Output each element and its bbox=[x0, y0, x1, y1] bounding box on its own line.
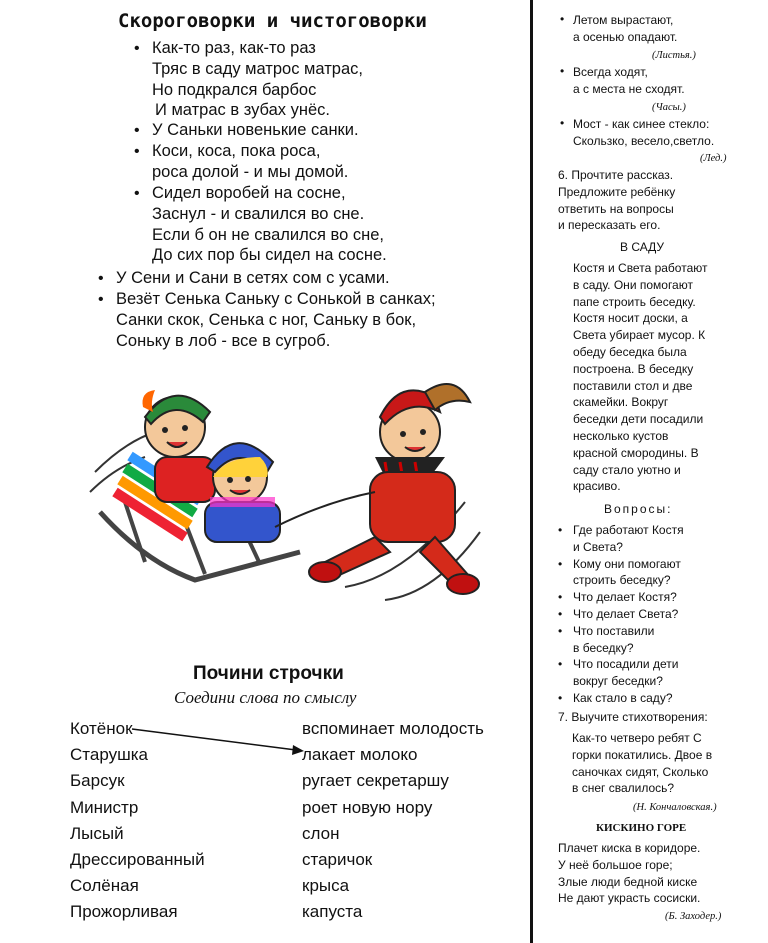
poem-5 bbox=[116, 268, 390, 289]
riddle-2 bbox=[573, 64, 685, 98]
poem-line: У неё большое горе; bbox=[558, 857, 673, 872]
story-line: построена. В беседку bbox=[573, 361, 694, 376]
question-line: и Света? bbox=[573, 539, 623, 554]
right-word[interactable]: старичок bbox=[302, 850, 373, 870]
bullet-icon: • bbox=[558, 623, 563, 638]
poem-line: Но подкрался барбос bbox=[152, 80, 317, 99]
kids-sledding-illustration bbox=[85, 362, 505, 612]
poem-line: Сидел воробей на сосне, bbox=[152, 184, 346, 202]
bullet-icon: • bbox=[560, 64, 565, 78]
right-word[interactable]: лакает молоко bbox=[302, 745, 418, 765]
bullet-icon: • bbox=[134, 122, 140, 139]
bullet-icon: • bbox=[558, 690, 563, 705]
questions-list bbox=[558, 522, 684, 707]
riddle-answer: (Лед.) bbox=[700, 153, 727, 164]
poem-line: У Сени и Сани в сетях сом с усами. bbox=[116, 269, 390, 287]
riddle-line: а осенью опадают. bbox=[573, 29, 678, 44]
story-line: красной смородины. В bbox=[573, 445, 699, 460]
poem-line: саночках сидят, Сколько bbox=[572, 764, 709, 779]
story-line: поставили стол и две bbox=[573, 378, 693, 393]
bullet-icon: • bbox=[560, 12, 565, 26]
question-line: строить беседку? bbox=[573, 573, 671, 588]
game-title: Почини строчки bbox=[193, 663, 344, 684]
poem-author: (Б. Заходер.) bbox=[665, 911, 722, 922]
bullet-icon: • bbox=[134, 143, 140, 160]
left-word[interactable]: Лысый bbox=[70, 823, 124, 843]
task-line: ответить на вопросы bbox=[558, 201, 674, 216]
poem-line: горки покатились. Двое в bbox=[572, 747, 713, 762]
riddle-line: Мост - как синее стекло: bbox=[573, 117, 710, 131]
questions-title: Вопросы: bbox=[604, 502, 673, 516]
riddle-line: Летом вырастают, bbox=[573, 13, 674, 27]
poem-3 bbox=[152, 141, 348, 183]
left-word[interactable]: Солёная bbox=[70, 876, 139, 896]
riddle-answer: (Листья.) bbox=[652, 50, 696, 61]
story-line: несколько кустов bbox=[573, 428, 669, 443]
question-line: Где работают Костя bbox=[573, 523, 684, 537]
question-line: Как стало в саду? bbox=[573, 690, 673, 705]
task-6 bbox=[558, 167, 675, 234]
question-line: Что поставили bbox=[573, 623, 655, 638]
poem-2 bbox=[152, 120, 359, 141]
question-item bbox=[558, 656, 684, 690]
bullet-icon: • bbox=[558, 556, 563, 571]
column-divider bbox=[530, 0, 533, 943]
poem-line: До сих пор бы сидел на сосне. bbox=[152, 246, 387, 265]
poem-line: Заснул - и свалился во сне. bbox=[152, 204, 365, 223]
story-line: обеду беседка была bbox=[573, 344, 687, 359]
poem-line: Как-то четверо ребят С bbox=[572, 731, 702, 745]
poem-chetvero bbox=[572, 730, 712, 797]
task-line: и пересказать его. bbox=[558, 218, 661, 233]
story-line: в саду. Они помогают bbox=[573, 277, 693, 292]
poem-line: роса долой - и мы домой. bbox=[152, 162, 349, 181]
task-7: 7. Выучите стихотворения: bbox=[558, 710, 708, 724]
riddle-1 bbox=[573, 12, 677, 46]
bullet-icon: • bbox=[98, 270, 104, 287]
poem-author: (Н. Кончаловская.) bbox=[633, 802, 717, 813]
left-word[interactable]: Министр bbox=[70, 797, 139, 817]
riddle-answer: (Часы.) bbox=[652, 102, 686, 113]
right-word[interactable]: крыса bbox=[302, 876, 350, 896]
bullet-icon: • bbox=[98, 291, 104, 308]
tongue-twisters-title: Скороговорки и чистоговорки bbox=[118, 10, 427, 32]
poem-line: Злые люди бедной киске bbox=[558, 874, 698, 889]
story-line: Костя и Света работают bbox=[573, 261, 708, 275]
poem-line: Санки скок, Сенька с ног, Саньку в бок, bbox=[116, 310, 417, 329]
story-line: Костя носит доски, а bbox=[573, 311, 688, 326]
right-word[interactable]: ругает секретаршу bbox=[302, 771, 449, 791]
question-line: Кому они помогают bbox=[573, 556, 681, 571]
riddle-3 bbox=[573, 116, 714, 150]
poem-6 bbox=[116, 289, 436, 351]
poem-line: У Саньки новенькие санки. bbox=[152, 121, 359, 139]
bullet-icon: • bbox=[558, 606, 563, 621]
bullet-icon: • bbox=[558, 657, 563, 672]
question-line: Что делает Костя? bbox=[573, 590, 677, 605]
left-word[interactable]: Старушка bbox=[70, 745, 148, 765]
poem-line: Как-то раз, как-то раз bbox=[152, 39, 316, 57]
poem-line: Не дают украсть сосиски. bbox=[558, 891, 701, 906]
poem-4 bbox=[152, 183, 387, 266]
right-word[interactable]: роет новую нору bbox=[302, 797, 433, 817]
connecting-arrow-icon bbox=[130, 725, 310, 760]
task-line: Предложите ребёнку bbox=[558, 184, 676, 199]
question-item bbox=[558, 690, 684, 707]
story-title: В САДУ bbox=[620, 240, 665, 254]
question-line: Что делает Света? bbox=[573, 606, 679, 621]
left-word[interactable]: Прожорливая bbox=[70, 902, 178, 922]
bullet-icon: • bbox=[560, 116, 565, 130]
bullet-icon: • bbox=[558, 590, 563, 605]
riddle-line: а с места не сходят. bbox=[573, 81, 685, 96]
poem-line: в снег свалилось? bbox=[572, 781, 675, 796]
story-line: саду стало уютно и bbox=[573, 462, 681, 477]
right-words-list bbox=[302, 716, 484, 926]
question-item bbox=[558, 623, 684, 657]
question-line: Что посадили дети bbox=[573, 657, 679, 672]
bullet-icon: • bbox=[134, 185, 140, 202]
poem-kiskino bbox=[558, 840, 700, 907]
poem-line: Везёт Сенька Саньку с Сонькой в санках; bbox=[116, 290, 436, 308]
right-word[interactable]: капуста bbox=[302, 902, 363, 922]
question-item bbox=[558, 522, 684, 556]
poem-line: Коси, коса, пока роса, bbox=[152, 142, 321, 160]
poem-kiskino-title: КИСКИНО ГОРЕ bbox=[596, 822, 687, 834]
question-line: в беседку? bbox=[573, 640, 634, 655]
story-line: красиво. bbox=[573, 479, 621, 494]
left-word[interactable]: Барсук bbox=[70, 771, 125, 791]
question-item bbox=[558, 606, 684, 623]
right-word[interactable]: вспоминает молодость bbox=[302, 719, 484, 738]
left-word[interactable]: Котёнок bbox=[70, 719, 133, 738]
poem-line: Соньку в лоб - все в сугроб. bbox=[116, 331, 331, 350]
riddle-line: Всегда ходят, bbox=[573, 65, 648, 79]
bullet-icon: • bbox=[134, 40, 140, 57]
story-line: скамейки. Вокруг bbox=[573, 395, 669, 410]
poem-line: Если б он не свалился во сне, bbox=[152, 225, 384, 244]
poem-line: Плачет киска в коридоре. bbox=[558, 841, 701, 855]
story-text bbox=[573, 260, 707, 495]
story-line: беседки дети посадили bbox=[573, 412, 704, 427]
poem-line: И матрас в зубах унёс. bbox=[155, 101, 330, 120]
poem-1 bbox=[152, 38, 363, 121]
question-item bbox=[558, 589, 684, 606]
question-item bbox=[558, 556, 684, 590]
story-line: папе строить беседку. bbox=[573, 294, 696, 309]
question-line: вокруг беседки? bbox=[573, 674, 663, 689]
right-word[interactable]: слон bbox=[302, 823, 340, 843]
riddle-line: Скользко, весело,светло. bbox=[573, 133, 715, 148]
bullet-icon: • bbox=[558, 523, 563, 537]
task-line: 6. Прочтите рассказ. bbox=[558, 168, 674, 182]
left-word[interactable]: Дрессированный bbox=[70, 850, 205, 870]
story-line: Света убирает мусор. К bbox=[573, 328, 706, 343]
poem-line: Тряс в саду матрос матрас, bbox=[152, 59, 363, 78]
game-subtitle: Соедини слова по смыслу bbox=[174, 688, 357, 707]
